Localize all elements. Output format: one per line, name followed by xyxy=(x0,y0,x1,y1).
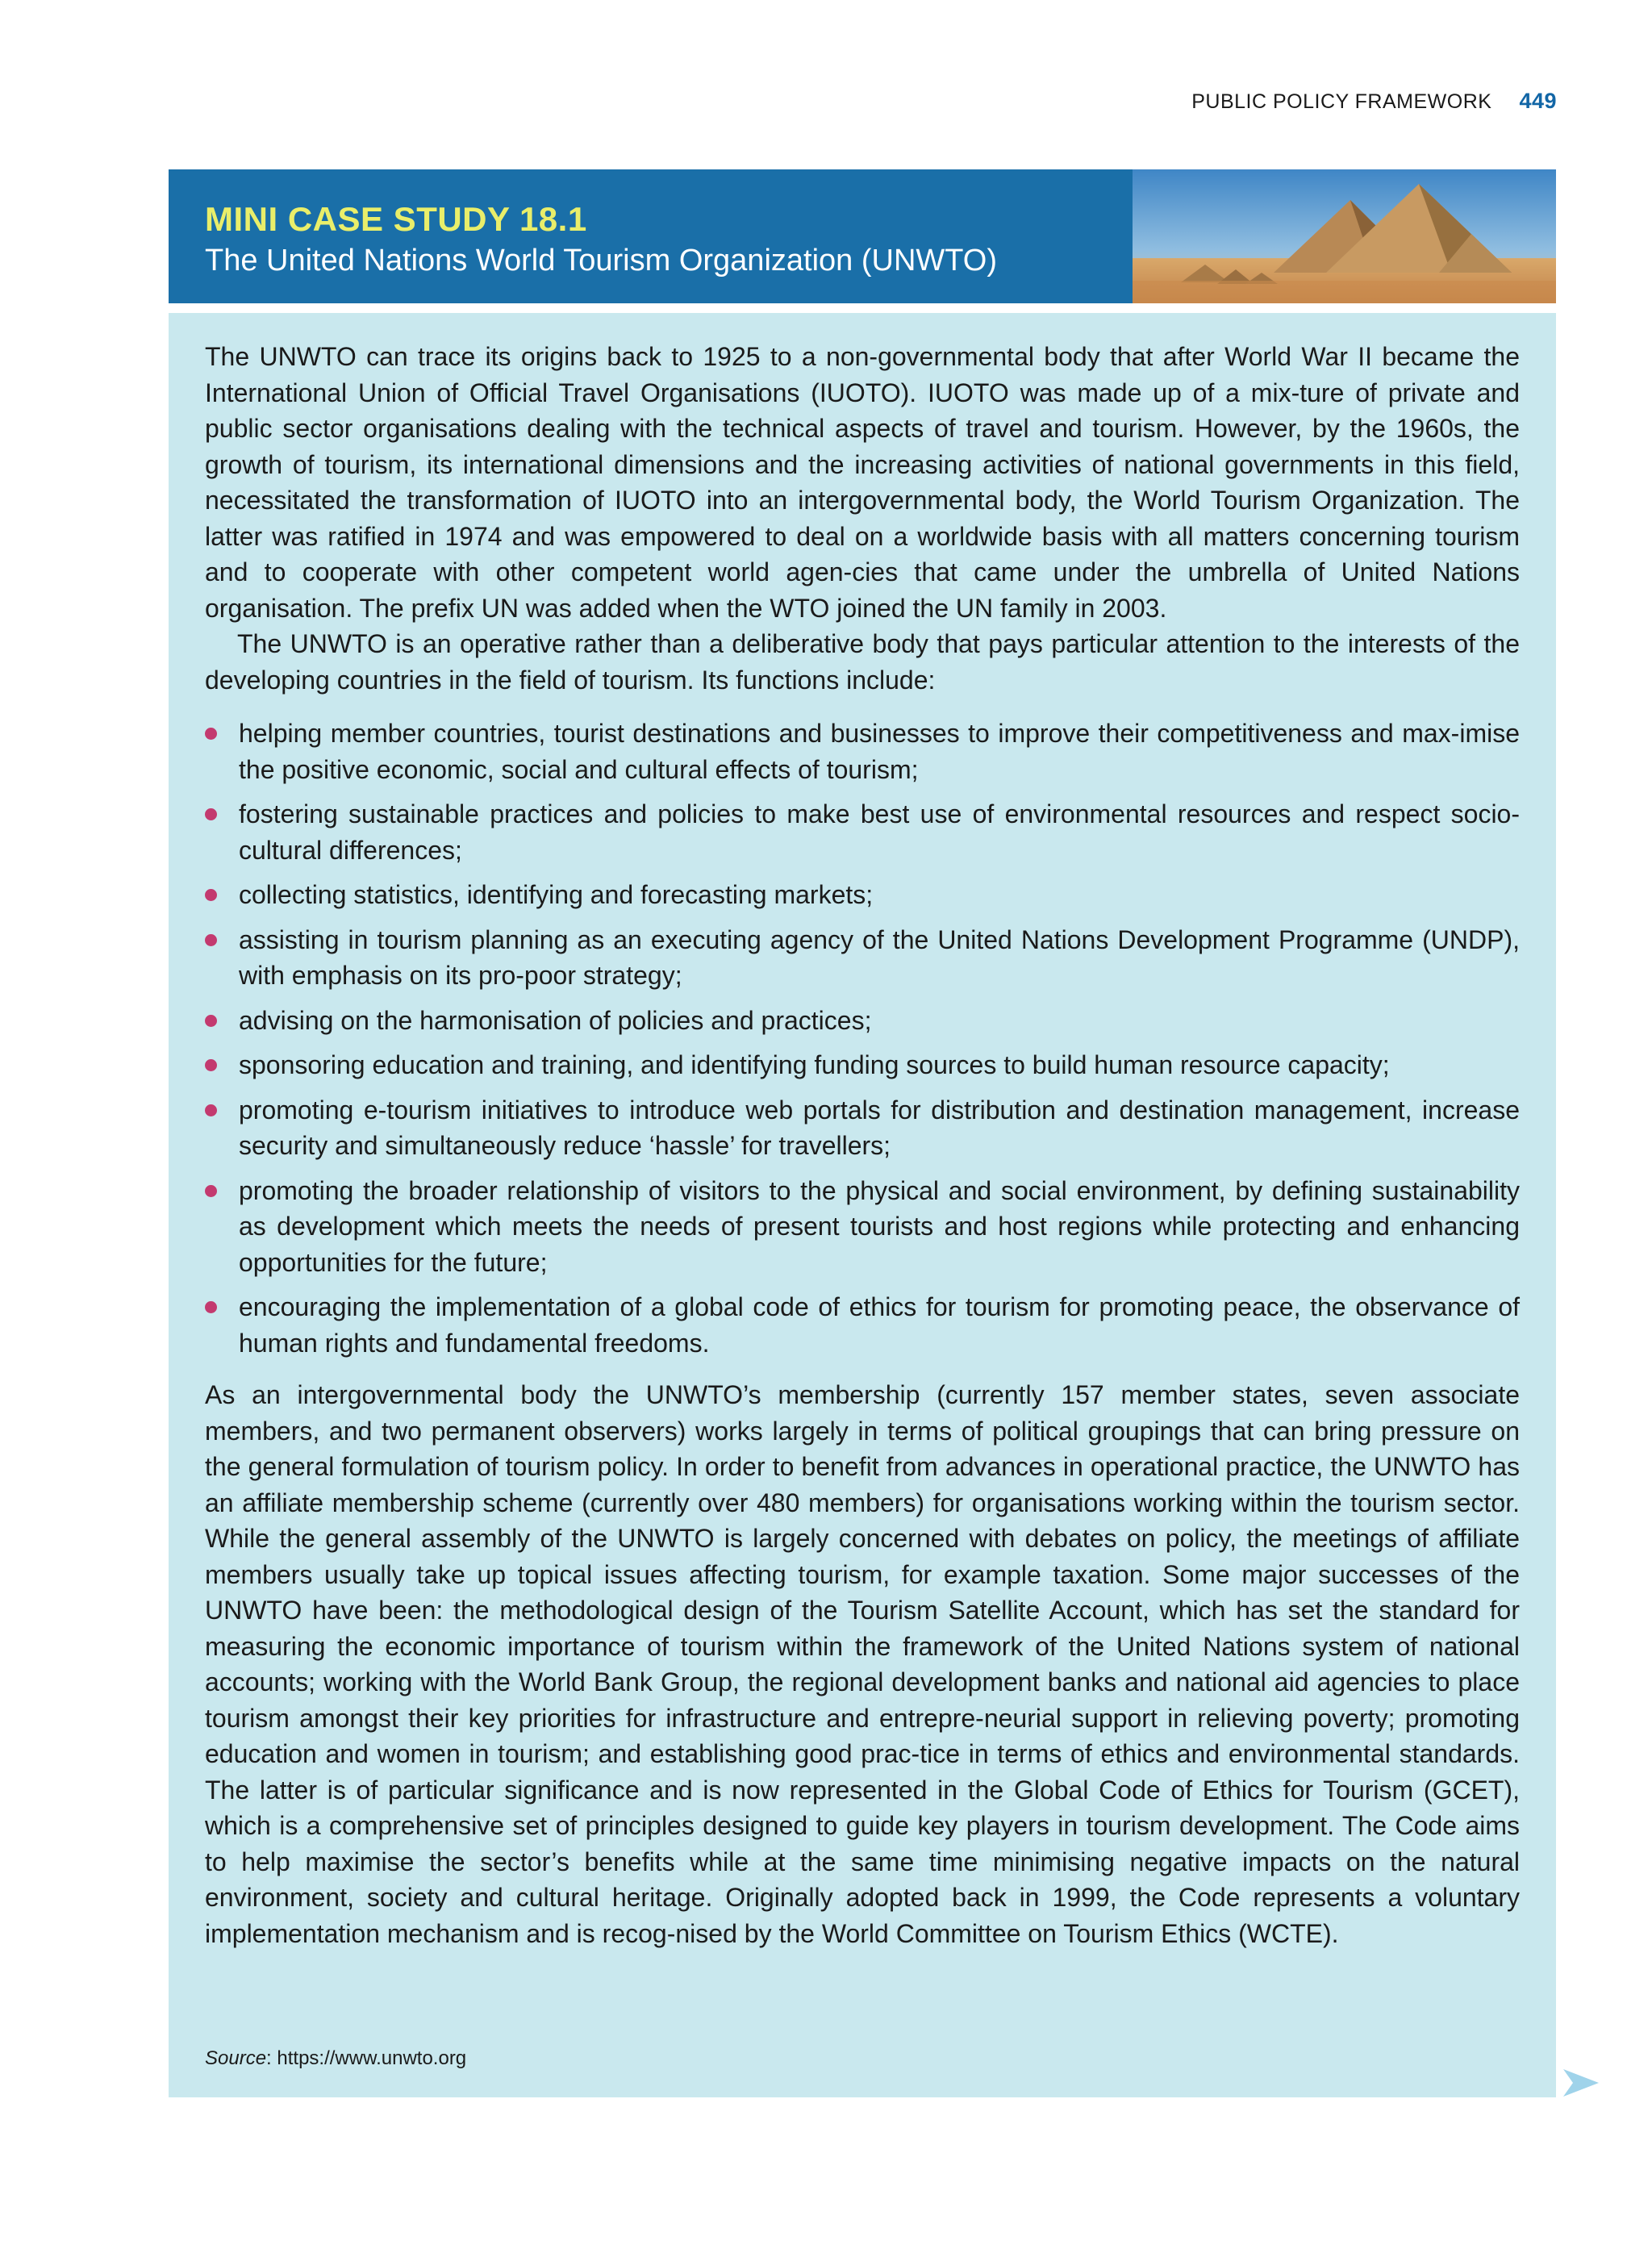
pyramids-photo-icon xyxy=(1133,169,1556,303)
list-item xyxy=(205,877,1520,913)
closing-paragraph: As an intergovernmental body the UNWTO’s membership (currently 157 member states, seven associate members, and two permanent observers) works largely in terms of political groupings that can bring pressure on the general formulation of tourism policy. In order to benefit from advances in operational practice, the UNWTO has an affiliate membership scheme (currently over 480 members) for organisations working within the tourism sector. While the general assembly of the UNWTO is largely concerned with debates on policy, the meetings of affiliate members usually take up topical issues affecting tourism, for example taxation. Some major successes of the UNWTO have been: the methodological design of the Tourism Satellite Account, which has set the standard for measuring the economic importance of tourism within the framework of the United Nations system of national accounts; working with the World Bank Group, the regional development banks and national aid agencies to place tourism amongst their key priorities for infrastructure and entrepre-neurial support in relieving poverty; promoting education and women in tourism; and establishing good prac-tice in terms of ethics and environmental standards. The latter is of particular significance and is now represented in the Global Code of Ethics for Tourism (GCET), which is a comprehensive set of principles designed to guide key players in tourism development. The Code aims to help maximise the sector’s benefits while at the same time minimising negative impacts on the natural environment, society and cultural heritage. Originally adopted back in 1999, the Code represents a voluntary implementation mechanism and is recog-nised by the World Committee on Tourism Ethics (WCTE). xyxy=(205,1380,1520,1948)
case-study-header xyxy=(169,169,1556,303)
list-item xyxy=(205,1289,1520,1361)
list-item xyxy=(205,1092,1520,1164)
source-line xyxy=(205,2047,466,2070)
case-study-body xyxy=(169,313,1556,2097)
intro-paragraph-2: The UNWTO is an operative rather than a deliberative body that pays particular attention to the interests of the developing countries in the field of tourism. Its functions include: xyxy=(205,629,1520,695)
list-item xyxy=(205,1173,1520,1281)
case-study-content xyxy=(205,339,1520,1951)
running-head xyxy=(1191,89,1557,114)
source-url: : https://www.unwto.org xyxy=(266,2047,467,2069)
bullet-dot-icon xyxy=(205,1185,217,1197)
bullet-dot-icon xyxy=(205,1301,217,1313)
case-study-label: MINI CASE STUDY 18.1 xyxy=(205,200,587,238)
bullet-dot-icon xyxy=(205,1015,217,1027)
bullet-dot-icon xyxy=(205,1059,217,1071)
running-head-section: PUBLIC POLICY FRAMEWORK xyxy=(1191,90,1492,113)
list-item-text: fostering sustainable practices and policies to make best use of environmental resources and respect socio-cultural differences; xyxy=(239,799,1520,865)
list-item-text: encouraging the implementation of a global code of ethics for tourism for promoting peace, the observance of human rights and fundamental freedoms. xyxy=(239,1292,1520,1358)
case-study-title: The United Nations World Tourism Organization (UNWTO) xyxy=(205,244,997,277)
list-item-text: sponsoring education and training, and identifying funding sources to build human resource capacity; xyxy=(239,1050,1390,1079)
list-item xyxy=(205,1003,1520,1039)
bullet-dot-icon xyxy=(205,934,217,946)
list-item xyxy=(205,1047,1520,1083)
list-item-text: collecting statistics, identifying and forecasting markets; xyxy=(239,880,874,909)
bullet-dot-icon xyxy=(205,728,217,740)
list-item xyxy=(205,796,1520,868)
bullet-dot-icon xyxy=(205,889,217,901)
functions-list xyxy=(205,716,1520,1361)
intro-paragraph-1: The UNWTO can trace its origins back to 1925 to a non-governmental body that after World War II became the International Union of Official Travel Organisations (IUOTO). IUOTO was made up of a mix-ture of private and public sector organisations dealing with the technical aspects of travel and tourism. However, by the 1960s, the growth of tourism, its international dimensions and the increasing activities of national governments in this field, necessitated the transformation of IUOTO into an intergovernmental body, the World Tourism Organization. The latter was ratified in 1974 and was empowered to deal on a worldwide basis with all matters concerning tourism and to cooperate with other competent world agen-cies that came under the umbrella of United Nations organisation. The prefix UN was added when the WTO joined the UN family in 2003. xyxy=(205,342,1520,623)
bullet-dot-icon xyxy=(205,808,217,820)
bullet-dot-icon xyxy=(205,1104,217,1116)
list-item-text: helping member countries, tourist destinations and businesses to improve their competitiveness and max-imise the positive economic, social and cultural effects of tourism; xyxy=(239,719,1520,784)
list-item-text: promoting the broader relationship of visitors to the physical and social environment, by defining sustainability as development which meets the needs of present tourists and host regions while protecting and enhancing opportunities for the future; xyxy=(239,1175,1520,1277)
list-item xyxy=(205,716,1520,787)
list-item xyxy=(205,922,1520,994)
list-item-text: advising on the harmonisation of policies and practices; xyxy=(239,1005,872,1035)
source-label: Source xyxy=(205,2047,267,2069)
page-number: 449 xyxy=(1519,89,1557,113)
continue-arrow-icon xyxy=(1563,2069,1599,2097)
list-item-text: assisting in tourism planning as an executing agency of the United Nations Development Programme (UNDP), with emphasis on its pro-poor strategy; xyxy=(239,924,1520,990)
list-item-text: promoting e-tourism initiatives to introduce web portals for distribution and destination management, increase security and simultaneously reduce ‘hassle’ for travellers; xyxy=(239,1095,1520,1160)
